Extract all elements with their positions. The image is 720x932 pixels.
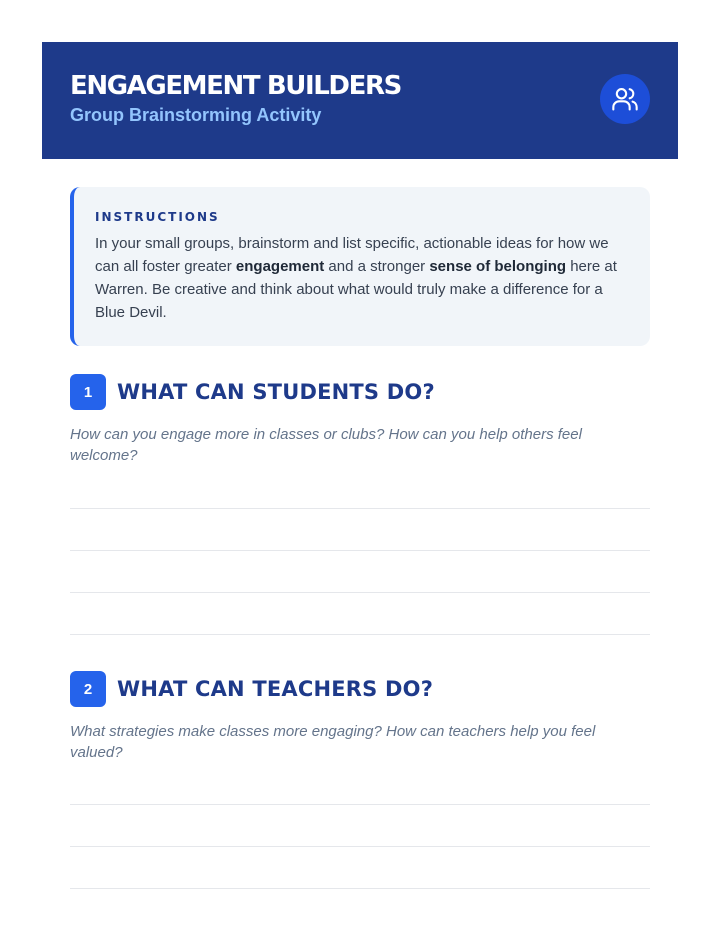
section-prompt-students: How can you engage more in classes or clubs? How can you help others feel welcome? [70,426,582,464]
instructions-bold-belonging: sense of belonging [429,258,567,275]
section-number-badge: 2 [70,671,106,707]
header-banner [42,42,678,159]
instructions-text-part: and a stronger [324,258,430,275]
writing-line[interactable] [70,550,650,551]
writing-line[interactable] [70,634,650,635]
instructions-box [70,187,650,346]
instructions-label: INSTRUCTIONS [95,210,220,224]
instructions-text-part: here at Warren. Be creative and think about what would truly make a difference for a Blue Devil. [95,258,617,321]
section-number-badge: 1 [70,374,106,410]
page-subtitle: Group Brainstorming Activity [70,105,322,125]
writing-line[interactable] [70,592,650,593]
users-icon [600,74,650,124]
section-title-students: WHAT CAN STUDENTS DO? [117,380,435,404]
writing-line[interactable] [70,846,650,847]
page-title: ENGAGEMENT BUILDERS [70,71,401,101]
writing-line[interactable] [70,508,650,509]
instructions-bold-engagement: engagement [235,258,325,275]
section-prompt-teachers: What strategies make classes more engaging? How can teachers help you feel valued? [70,723,596,761]
writing-line[interactable] [70,888,650,889]
instructions-text [95,232,620,324]
writing-line[interactable] [70,804,650,805]
instructions-text-part: In your small groups, brainstorm and list specific, actionable ideas for how we can all foster greater [95,235,609,275]
section-title-teachers: WHAT CAN TEACHERS DO? [117,677,434,701]
